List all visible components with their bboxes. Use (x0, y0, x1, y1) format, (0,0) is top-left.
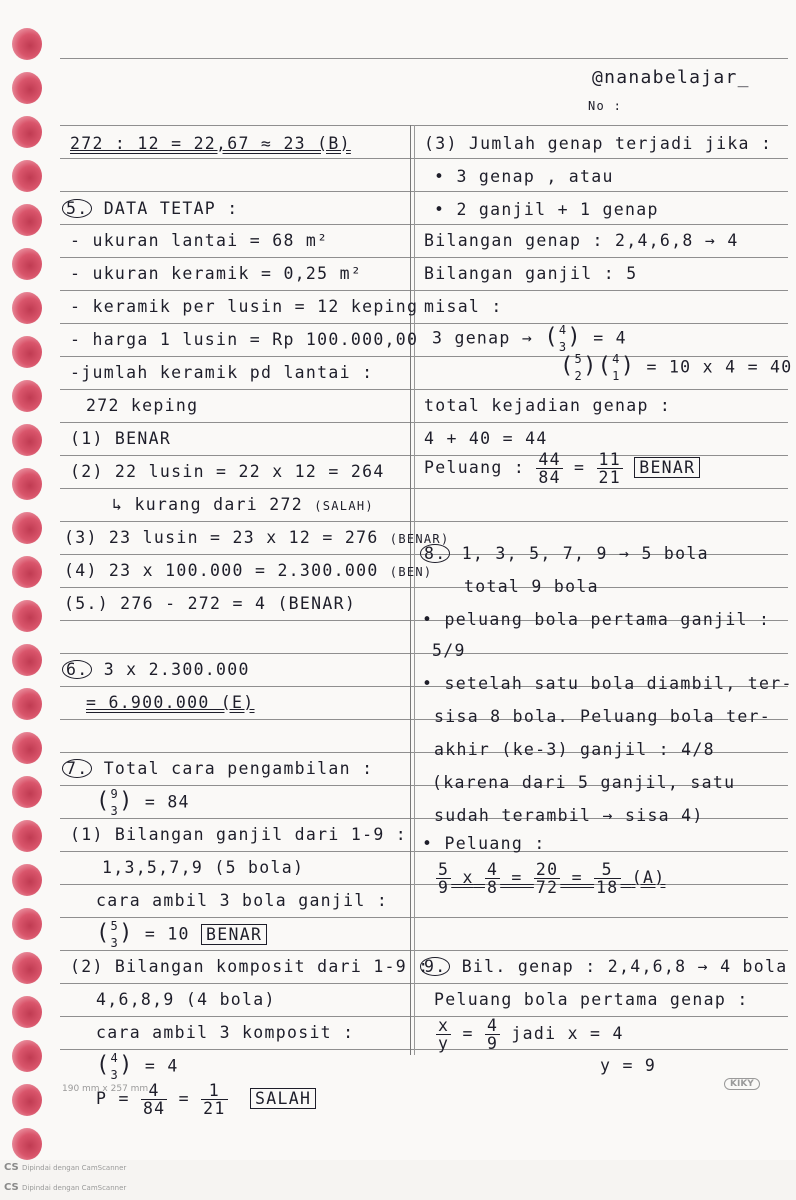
statement-line: misal : (424, 297, 503, 316)
ruled-line (60, 422, 788, 423)
probability-line: P = $\frac{4}{84}$ = $\frac{1}{21}$ SALAH (96, 1082, 316, 1117)
statement-line: (2) Bilangan komposit dari 1-9 : (70, 957, 430, 976)
verdict-tag: (BENAR) (389, 532, 450, 546)
problem-6-heading (62, 660, 250, 680)
statement-line: (karena dari 5 ganjil, satu (432, 773, 736, 792)
combination-line: ( 5 3 ) = 10 BENAR (96, 918, 267, 952)
binder-hole (12, 1128, 42, 1160)
ruled-line (60, 158, 788, 159)
heading-text: Bil. genap : 2,4,6,8 → 4 bola (461, 957, 788, 976)
probability-label: Peluang : (424, 458, 526, 477)
paper-size-label: 190 mm x 257 mm (62, 1084, 149, 1094)
answer-line: = 6.900.000 (E) (86, 693, 255, 712)
binder-hole (12, 160, 42, 192)
scanner-watermark: Dipindai dengan CamScanner (22, 1164, 127, 1172)
verdict-box: BENAR (634, 457, 700, 478)
binder-hole (12, 776, 42, 808)
binder-hole (12, 292, 42, 324)
combination-result: = 4 (593, 328, 627, 348)
column-divider (410, 125, 411, 1055)
verdict-tag: (SALAH) (314, 499, 374, 513)
heading-text: DATA TETAP : (103, 199, 239, 218)
statement-line: cara ambil 3 komposit : (96, 1023, 355, 1042)
binder-hole (12, 336, 42, 368)
statement-text: kurang dari 272 (134, 495, 303, 514)
statement-line: (2) 22 lusin = 22 x 12 = 264 (70, 462, 385, 481)
ruled-line (60, 125, 788, 126)
binder-hole (12, 996, 42, 1028)
data-line: -jumlah keramik pd lantai : (70, 363, 374, 382)
probability-line: Peluang : $\frac{44}{84}$ = $\frac{11}{21}$ BENAR (424, 451, 700, 486)
scanner-badge: CS (4, 1162, 19, 1173)
statement-line: (3) Jumlah genap terjadi jika : (424, 134, 773, 153)
statement-line: 5/9 (432, 641, 466, 660)
ruled-line (60, 653, 788, 654)
binder-hole (12, 732, 42, 764)
page-number-label: No : (588, 99, 623, 113)
binder-hole (12, 424, 42, 456)
author-handle: @nanabelajar_ (592, 67, 750, 88)
verdict-tag: (BEN) (389, 565, 433, 579)
ruled-line (60, 884, 788, 885)
combination-line: ( 5 2 )( 4 1 ) = 10 x 4 = 40 (560, 352, 793, 383)
binder-hole (12, 600, 42, 632)
verdict-box: BENAR (201, 924, 267, 945)
binder-hole (12, 512, 42, 544)
ruled-line (60, 323, 788, 324)
ruled-line (60, 290, 788, 291)
times-sign: x (462, 868, 474, 887)
probability-label: P = (96, 1089, 130, 1108)
statement-line: 4 + 40 = 44 (424, 429, 548, 448)
statement-line (112, 495, 374, 516)
statement-line: akhir (ke-3) ganjil : 4/8 (434, 740, 715, 759)
statement-line: (5.) 276 - 272 = 4 (BENAR) (64, 594, 357, 613)
bullet-line: • peluang bola pertama ganjil : (422, 610, 771, 629)
binder-hole (12, 28, 42, 60)
binder-hole (12, 1084, 42, 1116)
binder-hole (12, 204, 42, 236)
scanner-badge: CS (4, 1182, 19, 1193)
problem-8-heading (420, 544, 709, 564)
probability-line: $\frac{5}{9}$ x $\frac{4}{8}$ = $\frac{20}{72}$ = $\frac{5}{18}$ (A) (438, 860, 666, 897)
ruled-line (60, 58, 788, 59)
problem-number: 5. (62, 199, 92, 218)
arrow-icon: ↳ (112, 495, 124, 514)
answer-tag: (A) (631, 868, 666, 887)
problem-number: 8. (420, 544, 450, 563)
data-line: - keramik per lusin = 12 keping (70, 297, 419, 316)
data-line: - ukuran lantai = 68 m² (70, 231, 329, 250)
ruled-line (60, 983, 788, 984)
ruled-line (60, 257, 788, 258)
problem-number: 9. (420, 957, 450, 976)
combination-result: = 84 (144, 792, 190, 812)
scanner-watermark: Dipindai dengan CamScanner (22, 1184, 127, 1192)
ruled-line (60, 521, 788, 522)
problem-5-heading (62, 199, 239, 219)
probability-line: $\frac{x}{y}$ = $\frac{4}{9}$ jadi x = 4 (438, 1016, 624, 1053)
binder-hole (12, 952, 42, 984)
combination-line: 3 genap → ( 4 3 ) = 4 (432, 323, 627, 354)
binder-hole (12, 468, 42, 500)
statement-line: sudah terambil → sisa 4) (434, 806, 704, 825)
statement-text: jadi x = 4 (511, 1024, 624, 1043)
statement-line: cara ambil 3 bola ganjil : (96, 891, 389, 910)
statement-line: sisa 8 bola. Peluang bola ter- (434, 707, 772, 726)
binder-hole (12, 380, 42, 412)
binder-hole (12, 820, 42, 852)
problem-number: 6. (62, 660, 92, 679)
statement-line: total 9 bola (464, 577, 599, 596)
combination-result: = 4 (144, 1056, 179, 1076)
combination-result: = 10 (144, 924, 190, 944)
binder-hole (12, 556, 42, 588)
data-line: - ukuran keramik = 0,25 m² (70, 264, 363, 283)
bullet-line: • 2 ganjil + 1 genap (434, 200, 659, 219)
statement-line: Bilangan genap : 2,4,6,8 → 4 (424, 231, 739, 250)
statement-line: (1) BENAR (70, 429, 172, 448)
problem-9-heading (420, 957, 787, 977)
column-divider (414, 125, 415, 1055)
combination-line: ( 4 3 ) = 4 (96, 1051, 179, 1082)
ruled-line (60, 389, 788, 390)
statement-line (64, 561, 432, 582)
combination-line: ( 9 3 ) = 84 (96, 787, 190, 818)
binder-hole (12, 908, 42, 940)
answer-line: 272 : 12 = 22,67 ≈ 23 (B) (70, 134, 351, 153)
binder-hole (12, 644, 42, 676)
statement-line: 1,3,5,7,9 (5 bola) (102, 858, 305, 877)
binder-hole (12, 688, 42, 720)
brand-logo: KIKY (724, 1078, 760, 1090)
problem-number: 7. (62, 759, 92, 778)
ruled-line (60, 191, 788, 192)
data-line: 272 keping (86, 396, 199, 415)
ruled-line (60, 224, 788, 225)
bullet-line: • 3 genap , atau (434, 167, 614, 186)
heading-text: 1, 3, 5, 7, 9 → 5 bola (461, 544, 709, 563)
binder-hole (12, 248, 42, 280)
binder-hole (12, 1040, 42, 1072)
bullet-line: • setelah satu bola diambil, ter- (422, 674, 793, 693)
ruled-line (60, 587, 788, 588)
statement-line: Peluang bola pertama genap : (434, 990, 749, 1009)
data-line: - harga 1 lusin = Rp 100.000,00 (70, 330, 419, 349)
statement-line: 4,6,8,9 (4 bola) (96, 990, 276, 1009)
problem-7-heading (62, 759, 373, 779)
statement-text: 3 genap → (432, 328, 534, 348)
statement-line: Bilangan ganjil : 5 (424, 264, 638, 283)
statement-text: (4) 23 x 100.000 = 2.300.000 (64, 561, 379, 580)
heading-text: 3 x 2.300.000 (103, 660, 250, 679)
statement-text: (3) 23 lusin = 23 x 12 = 276 (64, 528, 379, 547)
statement-line: total kejadian genap : (424, 396, 672, 415)
combination-result: = 10 x 4 = 40 (646, 357, 793, 377)
verdict-box: SALAH (250, 1088, 316, 1109)
ruled-line (60, 488, 788, 489)
bullet-line: • Peluang : (422, 834, 546, 853)
ruled-line (60, 1016, 788, 1017)
statement-line (64, 528, 449, 549)
heading-text: Total cara pengambilan : (103, 759, 374, 778)
statement-line: y = 9 (600, 1056, 657, 1075)
binder-hole (12, 864, 42, 896)
statement-line: (1) Bilangan ganjil dari 1-9 : (70, 825, 408, 844)
binder-hole (12, 72, 42, 104)
binder-hole (12, 116, 42, 148)
